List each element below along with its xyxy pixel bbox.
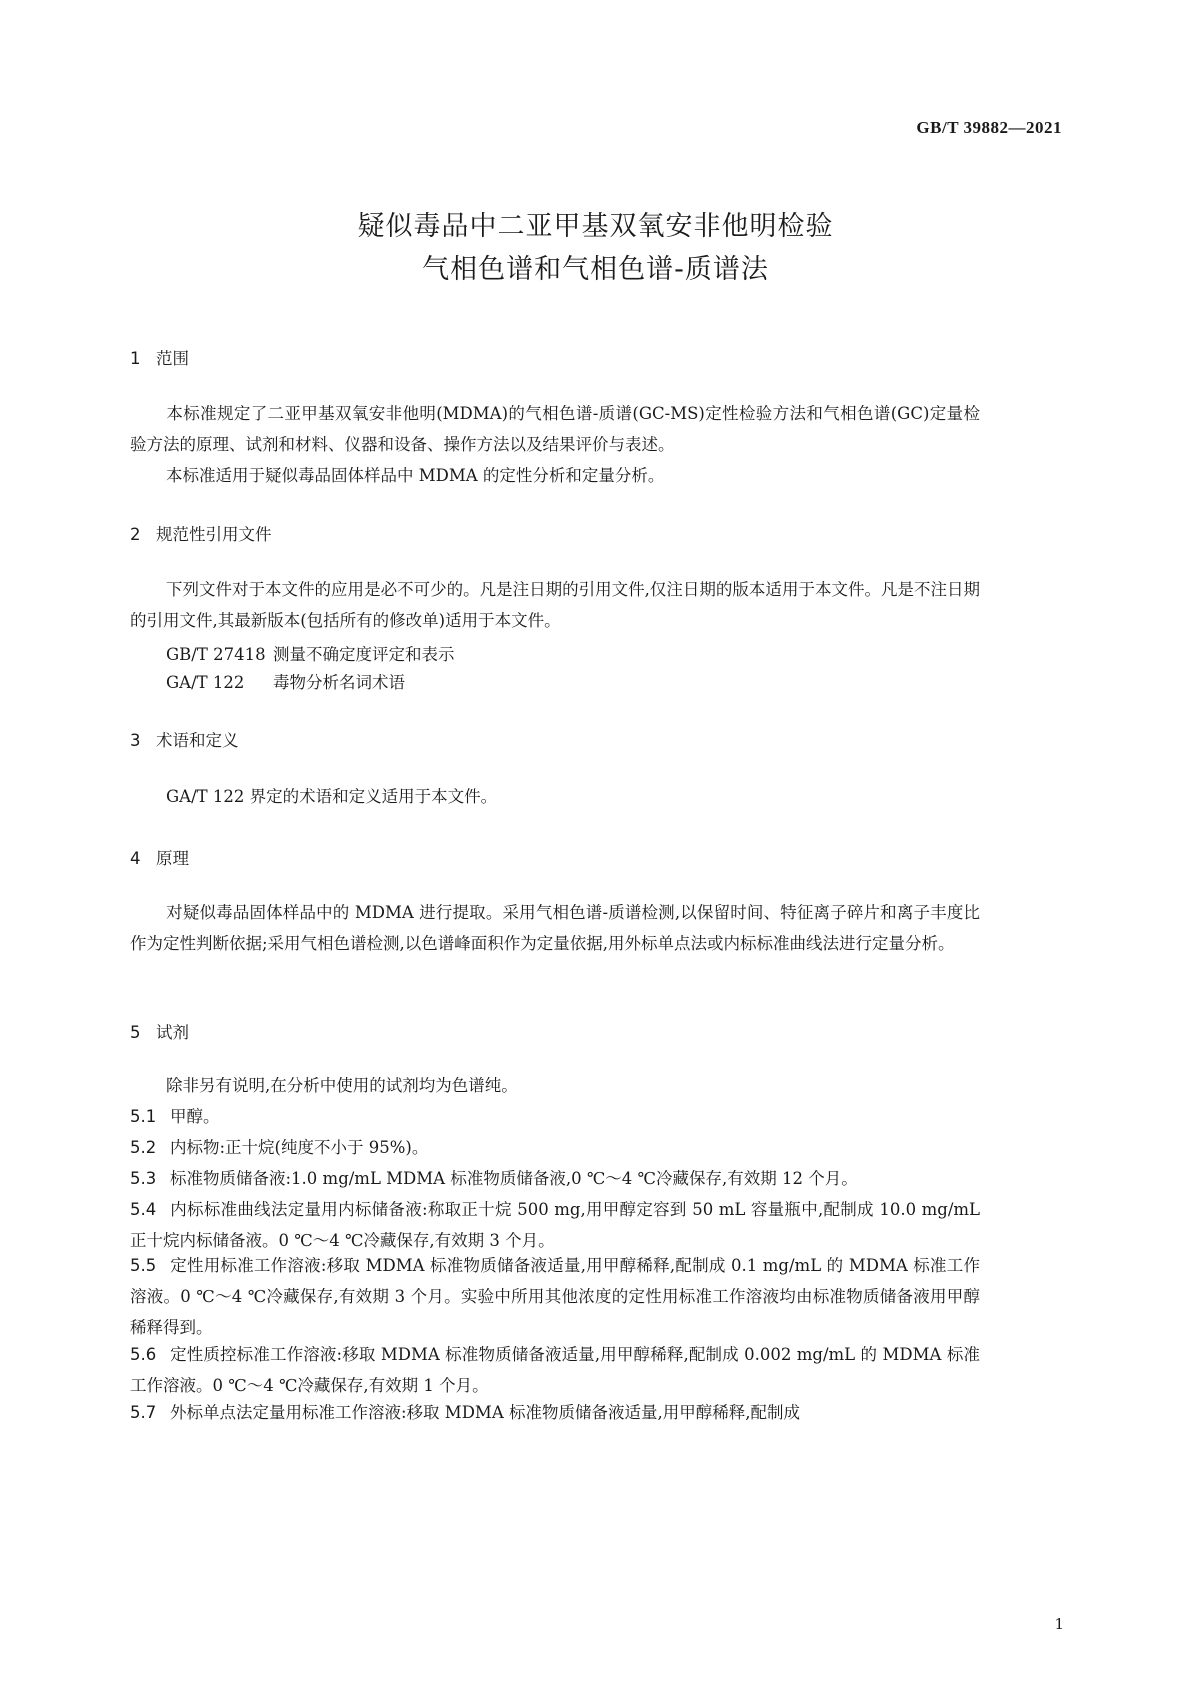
section-4-number: 4 [130, 849, 141, 868]
standard-number: GB/T 39882—2021 [916, 118, 1062, 137]
section-1-number: 1 [130, 349, 141, 368]
clause-5-7: 5.7 外标单点法定量用标准工作溶液:移取 MDMA 标准物质储备液适量,用甲醇稀释,配制成 [130, 1403, 800, 1422]
section-2-title: 规范性引用文件 [156, 525, 272, 544]
clause-5-4: 5.4 内标标准曲线法定量用内标储备液:称取正十烷 500 mg,用甲醇定容到 50 mL 容量瓶中,配制成 10.0 mg/mL 正十烷内标储备液。0 ℃～4 ℃冷藏保存,有效期 3 个月。 [130, 1200, 981, 1250]
section-5-heading [130, 1019, 189, 1043]
clause-5-6: 5.6 定性质控标准工作溶液:移取 MDMA 标准物质储备液适量,用甲醇稀释,配制成 0.002 mg/mL 的 MDMA 标准工作溶液。0 ℃～4 ℃冷藏保存,有效期 1 个月。 [130, 1345, 980, 1395]
reference-item [166, 641, 455, 665]
reference-item [166, 669, 405, 693]
section-5-number: 5 [130, 1023, 141, 1042]
section-4-para-1: 对疑似毒品固体样品中的 MDMA 进行提取。采用气相色谱-质谱检测,以保留时间、特征离子碎片和离子丰度比作为定性判断依据;采用气相色谱检测,以色谱峰面积作为定量依据,用外标单点法或内标标准曲线法进行定量分析。 [130, 903, 980, 953]
section-3-heading [130, 727, 239, 751]
reference-title: 毒物分析名词术语 [273, 673, 405, 692]
section-5-title: 试剂 [156, 1023, 189, 1042]
reference-code: GA/T 122 [166, 673, 245, 692]
section-5-intro: 除非另有说明,在分析中使用的试剂均为色谱纯。 [166, 1076, 518, 1095]
section-3-number: 3 [130, 731, 141, 750]
section-1-para-2: 本标准适用于疑似毒品固体样品中 MDMA 的定性分析和定量分析。 [166, 466, 665, 485]
section-4-heading [130, 845, 189, 869]
document-title [0, 205, 1191, 291]
reference-title: 测量不确定度评定和表示 [273, 645, 455, 664]
clause-5-1: 5.1 甲醇。 [130, 1107, 220, 1126]
page-number: 1 [1054, 1615, 1064, 1633]
clause-5-3: 5.3 标准物质储备液:1.0 mg/mL MDMA 标准物质储备液,0 ℃～4 ℃冷藏保存,有效期 12 个月。 [130, 1169, 858, 1188]
title-line-1: 疑似毒品中二亚甲基双氧安非他明检验 [357, 211, 834, 242]
reference-code: GB/T 27418 [166, 645, 266, 664]
section-1-para-1: 本标准规定了二亚甲基双氧安非他明(MDMA)的气相色谱-质谱(GC-MS)定性检验方法和气相色谱(GC)定量检验方法的原理、试剂和材料、仪器和设备、操作方法以及结果评价与表述。 [130, 404, 980, 454]
clause-5-5: 5.5 定性用标准工作溶液:移取 MDMA 标准物质储备液适量,用甲醇稀释,配制成 0.1 mg/mL 的 MDMA 标准工作溶液。0 ℃～4 ℃冷藏保存,有效期 3 个月。实验中所用其他浓度的定性用标准工作溶液均由标准物质储备液用甲醇稀释得到。 [130, 1256, 980, 1337]
section-3-para-1: GA/T 122 界定的术语和定义适用于本文件。 [166, 787, 498, 806]
section-3-title: 术语和定义 [156, 731, 239, 750]
section-1-title: 范围 [156, 349, 189, 368]
section-2-para-1: 下列文件对于本文件的应用是必不可少的。凡是注日期的引用文件,仅注日期的版本适用于本文件。凡是不注日期的引用文件,其最新版本(包括所有的修改单)适用于本文件。 [130, 580, 980, 630]
section-2-heading [130, 521, 272, 545]
title-line-2: 气相色谱和气相色谱-质谱法 [422, 254, 769, 285]
clause-5-2: 5.2 内标物:正十烷(纯度不小于 95%)。 [130, 1138, 429, 1157]
section-1-heading [130, 345, 189, 369]
section-2-number: 2 [130, 525, 141, 544]
section-4-title: 原理 [156, 849, 189, 868]
